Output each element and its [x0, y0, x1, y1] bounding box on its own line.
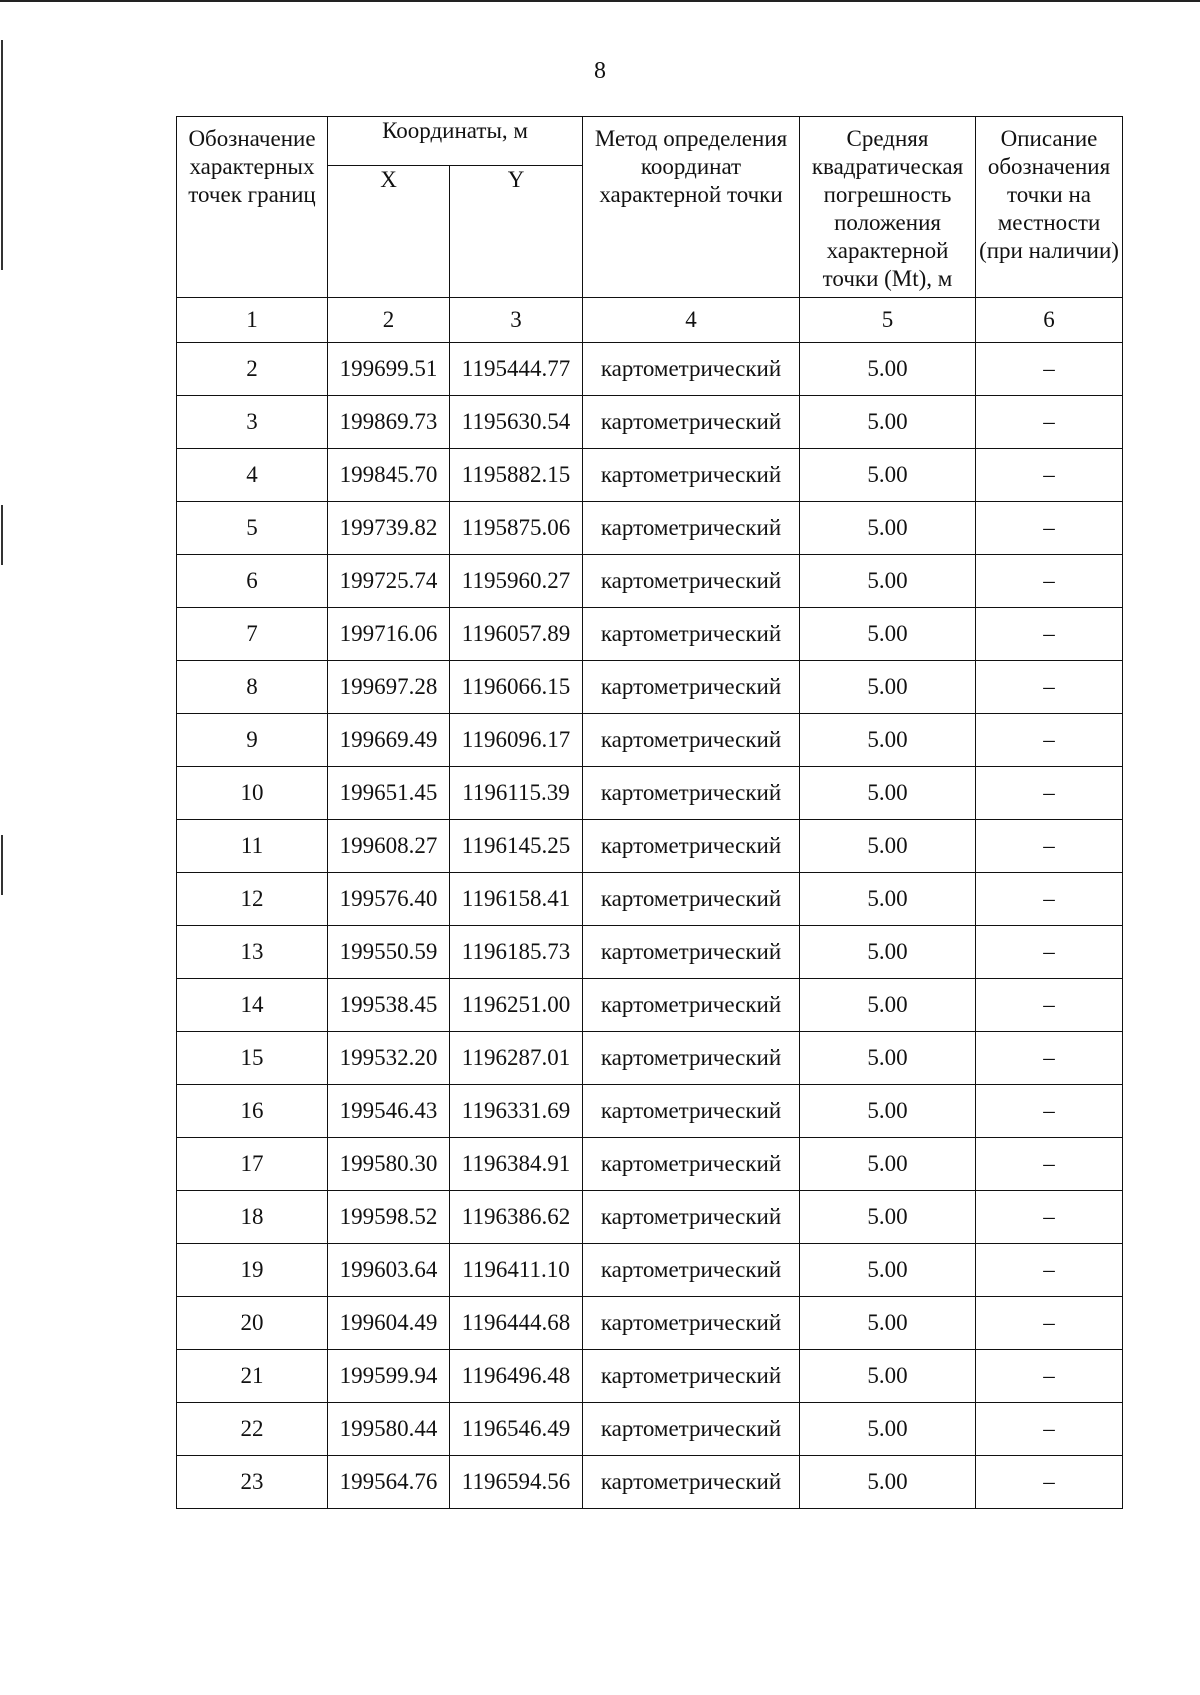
table-row: [177, 502, 1123, 555]
table-row: [177, 1350, 1123, 1403]
table-row: [177, 343, 1123, 396]
y-coordinate-cell: 1196145.25: [450, 820, 583, 873]
x-coordinate-cell: 199725.74: [328, 555, 450, 608]
page-number: 8: [594, 58, 606, 84]
x-coordinate-cell: 199604.49: [328, 1297, 450, 1350]
x-coordinate-cell: 199580.30: [328, 1138, 450, 1191]
method-cell: картометрический: [583, 1403, 800, 1456]
error-cell: 5.00: [800, 661, 976, 714]
table-row: [177, 1085, 1123, 1138]
table-row: [177, 926, 1123, 979]
description-cell: –: [976, 396, 1123, 449]
y-coordinate-cell: 1196251.00: [450, 979, 583, 1032]
error-cell: 5.00: [800, 1456, 976, 1509]
header-description: Описание обозначения точки на местности (при наличии): [976, 117, 1123, 298]
point-cell: 4: [177, 449, 328, 502]
description-cell: –: [976, 1191, 1123, 1244]
x-coordinate-cell: 199651.45: [328, 767, 450, 820]
table-row: [177, 661, 1123, 714]
y-coordinate-cell: 1195882.15: [450, 449, 583, 502]
y-coordinate-cell: 1195630.54: [450, 396, 583, 449]
x-coordinate-cell: 199845.70: [328, 449, 450, 502]
method-cell: картометрический: [583, 343, 800, 396]
description-cell: –: [976, 1244, 1123, 1297]
point-cell: 15: [177, 1032, 328, 1085]
point-cell: 6: [177, 555, 328, 608]
method-cell: картометрический: [583, 1032, 800, 1085]
error-cell: 5.00: [800, 1138, 976, 1191]
y-coordinate-cell: 1196496.48: [450, 1350, 583, 1403]
y-coordinate-cell: 1196386.62: [450, 1191, 583, 1244]
header-coordinates: Координаты, м: [328, 117, 583, 166]
x-coordinate-cell: 199669.49: [328, 714, 450, 767]
point-cell: 7: [177, 608, 328, 661]
error-cell: 5.00: [800, 1032, 976, 1085]
error-cell: 5.00: [800, 449, 976, 502]
table-body: [177, 343, 1123, 1509]
x-coordinate-cell: 199532.20: [328, 1032, 450, 1085]
description-cell: –: [976, 1456, 1123, 1509]
table-row: [177, 714, 1123, 767]
table-row: [177, 1138, 1123, 1191]
header-row: [177, 117, 1123, 166]
description-cell: –: [976, 502, 1123, 555]
method-cell: картометрический: [583, 1138, 800, 1191]
header-error: Средняя квадратическая погрешность положения характерной точки (Mt), м: [800, 117, 976, 298]
x-coordinate-cell: 199739.82: [328, 502, 450, 555]
y-coordinate-cell: 1196287.01: [450, 1032, 583, 1085]
description-cell: –: [976, 1403, 1123, 1456]
error-cell: 5.00: [800, 343, 976, 396]
error-cell: 5.00: [800, 1403, 976, 1456]
error-cell: 5.00: [800, 926, 976, 979]
description-cell: –: [976, 1138, 1123, 1191]
description-cell: –: [976, 926, 1123, 979]
point-cell: 3: [177, 396, 328, 449]
scan-top-edge: [0, 0, 1200, 2]
column-number: 4: [583, 298, 800, 343]
method-cell: картометрический: [583, 1297, 800, 1350]
description-cell: –: [976, 449, 1123, 502]
point-cell: 22: [177, 1403, 328, 1456]
method-cell: картометрический: [583, 873, 800, 926]
y-coordinate-cell: 1196096.17: [450, 714, 583, 767]
method-cell: картометрический: [583, 661, 800, 714]
header-method: Метод определения координат характерной точки: [583, 117, 800, 298]
table-row: [177, 1297, 1123, 1350]
point-cell: 23: [177, 1456, 328, 1509]
x-coordinate-cell: 199697.28: [328, 661, 450, 714]
point-cell: 2: [177, 343, 328, 396]
point-cell: 20: [177, 1297, 328, 1350]
description-cell: –: [976, 979, 1123, 1032]
x-coordinate-cell: 199546.43: [328, 1085, 450, 1138]
point-cell: 18: [177, 1191, 328, 1244]
table-row: [177, 608, 1123, 661]
method-cell: картометрический: [583, 608, 800, 661]
y-coordinate-cell: 1196158.41: [450, 873, 583, 926]
error-cell: 5.00: [800, 1191, 976, 1244]
x-coordinate-cell: 199580.44: [328, 1403, 450, 1456]
table-row: [177, 449, 1123, 502]
column-number-row: [177, 298, 1123, 343]
method-cell: картометрический: [583, 714, 800, 767]
point-cell: 16: [177, 1085, 328, 1138]
error-cell: 5.00: [800, 767, 976, 820]
description-cell: –: [976, 608, 1123, 661]
header-y: Y: [450, 166, 583, 298]
table-row: [177, 396, 1123, 449]
header-point: Обозначение характерных точек границ: [177, 117, 328, 298]
x-coordinate-cell: 199564.76: [328, 1456, 450, 1509]
method-cell: картометрический: [583, 1244, 800, 1297]
description-cell: –: [976, 714, 1123, 767]
point-cell: 17: [177, 1138, 328, 1191]
x-coordinate-cell: 199716.06: [328, 608, 450, 661]
header-x: X: [328, 166, 450, 298]
x-coordinate-cell: 199699.51: [328, 343, 450, 396]
y-coordinate-cell: 1196384.91: [450, 1138, 583, 1191]
column-number: 3: [450, 298, 583, 343]
method-cell: картометрический: [583, 767, 800, 820]
scan-left-edge-mark: [1, 505, 3, 565]
method-cell: картометрический: [583, 926, 800, 979]
point-cell: 8: [177, 661, 328, 714]
table-row: [177, 1191, 1123, 1244]
y-coordinate-cell: 1196546.49: [450, 1403, 583, 1456]
y-coordinate-cell: 1195960.27: [450, 555, 583, 608]
coordinates-table: [176, 116, 1123, 1509]
y-coordinate-cell: 1196057.89: [450, 608, 583, 661]
point-cell: 10: [177, 767, 328, 820]
table-row: [177, 979, 1123, 1032]
method-cell: картометрический: [583, 555, 800, 608]
table-row: [177, 873, 1123, 926]
column-number: 5: [800, 298, 976, 343]
point-cell: 12: [177, 873, 328, 926]
scan-left-edge-mark: [1, 835, 3, 895]
table-row: [177, 767, 1123, 820]
method-cell: картометрический: [583, 1456, 800, 1509]
x-coordinate-cell: 199869.73: [328, 396, 450, 449]
description-cell: –: [976, 1032, 1123, 1085]
error-cell: 5.00: [800, 1350, 976, 1403]
method-cell: картометрический: [583, 396, 800, 449]
x-coordinate-cell: 199599.94: [328, 1350, 450, 1403]
y-coordinate-cell: 1196444.68: [450, 1297, 583, 1350]
y-coordinate-cell: 1196066.15: [450, 661, 583, 714]
method-cell: картометрический: [583, 1085, 800, 1138]
error-cell: 5.00: [800, 396, 976, 449]
method-cell: картометрический: [583, 820, 800, 873]
x-coordinate-cell: 199608.27: [328, 820, 450, 873]
y-coordinate-cell: 1196115.39: [450, 767, 583, 820]
point-cell: 13: [177, 926, 328, 979]
x-coordinate-cell: 199603.64: [328, 1244, 450, 1297]
x-coordinate-cell: 199598.52: [328, 1191, 450, 1244]
column-number: 1: [177, 298, 328, 343]
description-cell: –: [976, 343, 1123, 396]
point-cell: 21: [177, 1350, 328, 1403]
error-cell: 5.00: [800, 873, 976, 926]
method-cell: картометрический: [583, 1350, 800, 1403]
table-row: [177, 1456, 1123, 1509]
table-row: [177, 555, 1123, 608]
y-coordinate-cell: 1195444.77: [450, 343, 583, 396]
point-cell: 14: [177, 979, 328, 1032]
column-number: 2: [328, 298, 450, 343]
method-cell: картометрический: [583, 979, 800, 1032]
point-cell: 19: [177, 1244, 328, 1297]
column-number: 6: [976, 298, 1123, 343]
method-cell: картометрический: [583, 449, 800, 502]
method-cell: картометрический: [583, 502, 800, 555]
y-coordinate-cell: 1196185.73: [450, 926, 583, 979]
description-cell: –: [976, 873, 1123, 926]
point-cell: 11: [177, 820, 328, 873]
error-cell: 5.00: [800, 608, 976, 661]
table-row: [177, 820, 1123, 873]
error-cell: 5.00: [800, 820, 976, 873]
description-cell: –: [976, 1085, 1123, 1138]
x-coordinate-cell: 199538.45: [328, 979, 450, 1032]
point-cell: 5: [177, 502, 328, 555]
x-coordinate-cell: 199550.59: [328, 926, 450, 979]
y-coordinate-cell: 1196594.56: [450, 1456, 583, 1509]
table-row: [177, 1403, 1123, 1456]
y-coordinate-cell: 1196331.69: [450, 1085, 583, 1138]
description-cell: –: [976, 555, 1123, 608]
description-cell: –: [976, 1297, 1123, 1350]
y-coordinate-cell: 1195875.06: [450, 502, 583, 555]
x-coordinate-cell: 199576.40: [328, 873, 450, 926]
table-row: [177, 1032, 1123, 1085]
error-cell: 5.00: [800, 714, 976, 767]
description-cell: –: [976, 1350, 1123, 1403]
error-cell: 5.00: [800, 979, 976, 1032]
error-cell: 5.00: [800, 502, 976, 555]
description-cell: –: [976, 767, 1123, 820]
description-cell: –: [976, 661, 1123, 714]
error-cell: 5.00: [800, 1085, 976, 1138]
table-row: [177, 1244, 1123, 1297]
error-cell: 5.00: [800, 1244, 976, 1297]
error-cell: 5.00: [800, 1297, 976, 1350]
error-cell: 5.00: [800, 555, 976, 608]
point-cell: 9: [177, 714, 328, 767]
description-cell: –: [976, 820, 1123, 873]
y-coordinate-cell: 1196411.10: [450, 1244, 583, 1297]
method-cell: картометрический: [583, 1191, 800, 1244]
